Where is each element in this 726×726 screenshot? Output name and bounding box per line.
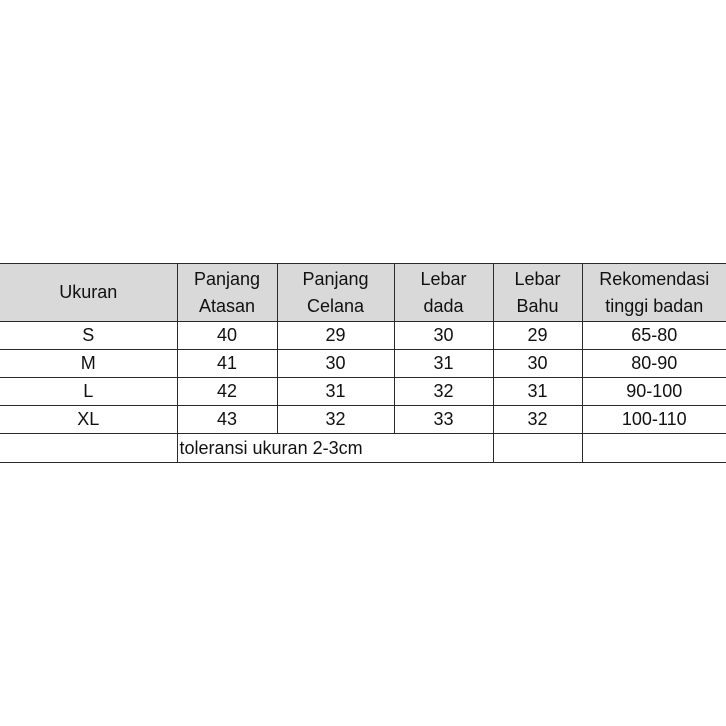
- cell-lebar-bahu: 32: [493, 406, 582, 434]
- header-lebar-bahu-line2: Bahu: [516, 295, 559, 316]
- table-header: [0, 264, 726, 322]
- cell-lebar-dada: 31: [394, 350, 493, 378]
- cell-panjang-celana: 31: [277, 378, 394, 406]
- header-ukuran: [0, 264, 177, 322]
- header-panjang-celana-line2: Celana: [306, 295, 365, 316]
- table-footer: [0, 434, 726, 463]
- cell-ukuran: L: [0, 378, 177, 406]
- cell-panjang-celana: 29: [277, 322, 394, 350]
- cell-rekomendasi-tinggi: 65-80: [582, 322, 726, 350]
- header-lebar-dada-line1: Lebar: [420, 268, 467, 289]
- tolerance-note: toleransi ukuran 2-3cm: [177, 434, 493, 463]
- header-panjang-atasan-line1: Panjang: [193, 268, 261, 289]
- header-lebar-bahu-line1: Lebar: [514, 268, 561, 289]
- cell-lebar-bahu: 31: [493, 378, 582, 406]
- cell-panjang-celana: 30: [277, 350, 394, 378]
- cell-rekomendasi-tinggi: 100-110: [582, 406, 726, 434]
- table-row: [0, 378, 726, 406]
- cell-panjang-celana: 32: [277, 406, 394, 434]
- cell-lebar-bahu: 29: [493, 322, 582, 350]
- header-rekomendasi-line1: Rekomendasi: [599, 268, 710, 289]
- cell-rekomendasi-tinggi: 80-90: [582, 350, 726, 378]
- header-panjang-celana: [277, 264, 394, 322]
- header-rekomendasi-line2: tinggi badan: [605, 295, 704, 316]
- cell-lebar-bahu: 30: [493, 350, 582, 378]
- cell-panjang-atasan: 41: [177, 350, 277, 378]
- table-row: [0, 406, 726, 434]
- cell-lebar-dada: 32: [394, 378, 493, 406]
- cell-ukuran: XL: [0, 406, 177, 434]
- note-empty-cell: [493, 434, 582, 463]
- size-chart-table: [0, 263, 726, 463]
- note-row: [0, 434, 726, 463]
- cell-rekomendasi-tinggi: 90-100: [582, 378, 726, 406]
- note-empty-cell: [582, 434, 726, 463]
- header-panjang-atasan: [177, 264, 277, 322]
- table-body: [0, 322, 726, 434]
- header-panjang-atasan-line2: Atasan: [198, 295, 256, 316]
- cell-lebar-dada: 30: [394, 322, 493, 350]
- cell-panjang-atasan: 43: [177, 406, 277, 434]
- cell-panjang-atasan: 40: [177, 322, 277, 350]
- cell-ukuran: S: [0, 322, 177, 350]
- header-panjang-celana-line1: Panjang: [302, 268, 369, 289]
- header-rekomendasi-tinggi: [582, 264, 726, 322]
- header-lebar-bahu: [493, 264, 582, 322]
- header-lebar-dada: [394, 264, 493, 322]
- table-row: [0, 350, 726, 378]
- header-lebar-dada-line2: dada: [423, 295, 464, 316]
- cell-panjang-atasan: 42: [177, 378, 277, 406]
- cell-lebar-dada: 33: [394, 406, 493, 434]
- cell-ukuran: M: [0, 350, 177, 378]
- header-ukuran-label: Ukuran: [59, 282, 118, 302]
- table-row: [0, 322, 726, 350]
- note-empty-cell: [0, 434, 177, 463]
- header-row: [0, 264, 726, 322]
